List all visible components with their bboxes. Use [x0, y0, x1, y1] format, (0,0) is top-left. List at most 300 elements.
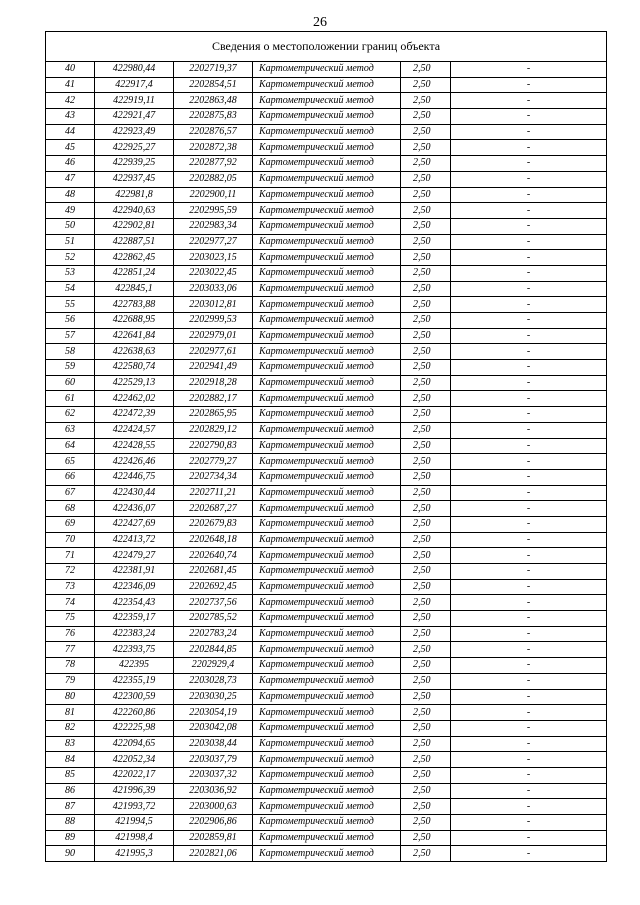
x-coordinate-cell: 422052,34 [95, 752, 174, 768]
y-coordinate-cell: 2202679,83 [174, 516, 253, 532]
y-coordinate-cell: 2203030,25 [174, 689, 253, 705]
table-row [46, 422, 607, 438]
x-coordinate-cell: 422395 [95, 658, 174, 674]
point-number-cell: 89 [46, 830, 95, 846]
method-cell: Картометрический метод [253, 313, 401, 329]
point-number-cell: 88 [46, 815, 95, 831]
y-coordinate-cell: 2202640,74 [174, 548, 253, 564]
note-cell: - [451, 93, 607, 109]
x-coordinate-cell: 422638,63 [95, 344, 174, 360]
table-row [46, 265, 607, 281]
y-coordinate-cell: 2203042,08 [174, 720, 253, 736]
method-cell: Картометрический метод [253, 705, 401, 721]
table-row [46, 391, 607, 407]
table-header-row [46, 32, 607, 62]
point-number-cell: 67 [46, 485, 95, 501]
accuracy-cell: 2,50 [401, 422, 451, 438]
note-cell: - [451, 516, 607, 532]
table-row [46, 469, 607, 485]
note-cell: - [451, 407, 607, 423]
x-coordinate-cell: 422641,84 [95, 328, 174, 344]
note-cell: - [451, 109, 607, 125]
point-number-cell: 64 [46, 438, 95, 454]
table-row [46, 187, 607, 203]
table-row [46, 516, 607, 532]
note-cell: - [451, 454, 607, 470]
note-cell: - [451, 77, 607, 93]
method-cell: Картометрический метод [253, 156, 401, 172]
point-number-cell: 66 [46, 469, 95, 485]
table-row [46, 344, 607, 360]
y-coordinate-cell: 2202995,59 [174, 203, 253, 219]
table-row [46, 203, 607, 219]
y-coordinate-cell: 2202854,51 [174, 77, 253, 93]
point-number-cell: 50 [46, 218, 95, 234]
note-cell: - [451, 720, 607, 736]
accuracy-cell: 2,50 [401, 203, 451, 219]
accuracy-cell: 2,50 [401, 391, 451, 407]
note-cell: - [451, 673, 607, 689]
accuracy-cell: 2,50 [401, 250, 451, 266]
accuracy-cell: 2,50 [401, 156, 451, 172]
note-cell: - [451, 313, 607, 329]
accuracy-cell: 2,50 [401, 658, 451, 674]
accuracy-cell: 2,50 [401, 140, 451, 156]
table-row [46, 548, 607, 564]
note-cell: - [451, 171, 607, 187]
y-coordinate-cell: 2202929,4 [174, 658, 253, 674]
point-number-cell: 40 [46, 62, 95, 78]
point-number-cell: 41 [46, 77, 95, 93]
x-coordinate-cell: 422300,59 [95, 689, 174, 705]
method-cell: Картометрический метод [253, 830, 401, 846]
accuracy-cell: 2,50 [401, 532, 451, 548]
note-cell: - [451, 328, 607, 344]
table-row [46, 564, 607, 580]
method-cell: Картометрический метод [253, 438, 401, 454]
point-number-cell: 52 [46, 250, 95, 266]
table-row [46, 62, 607, 78]
accuracy-cell: 2,50 [401, 313, 451, 329]
table-row [46, 752, 607, 768]
note-cell: - [451, 187, 607, 203]
point-number-cell: 84 [46, 752, 95, 768]
method-cell: Картометрический метод [253, 77, 401, 93]
method-cell: Картометрический метод [253, 767, 401, 783]
method-cell: Картометрический метод [253, 328, 401, 344]
table-row [46, 171, 607, 187]
y-coordinate-cell: 2202865,95 [174, 407, 253, 423]
x-coordinate-cell: 422355,19 [95, 673, 174, 689]
point-number-cell: 44 [46, 124, 95, 140]
note-cell: - [451, 218, 607, 234]
note-cell: - [451, 799, 607, 815]
table-row [46, 438, 607, 454]
table-row [46, 140, 607, 156]
table-row [46, 407, 607, 423]
accuracy-cell: 2,50 [401, 328, 451, 344]
y-coordinate-cell: 2203023,15 [174, 250, 253, 266]
accuracy-cell: 2,50 [401, 281, 451, 297]
table-row [46, 109, 607, 125]
y-coordinate-cell: 2202882,17 [174, 391, 253, 407]
table-row [46, 815, 607, 831]
table-row [46, 799, 607, 815]
note-cell: - [451, 438, 607, 454]
method-cell: Картометрический метод [253, 140, 401, 156]
note-cell: - [451, 705, 607, 721]
point-number-cell: 90 [46, 846, 95, 862]
note-cell: - [451, 156, 607, 172]
accuracy-cell: 2,50 [401, 548, 451, 564]
method-cell: Картометрический метод [253, 485, 401, 501]
accuracy-cell: 2,50 [401, 516, 451, 532]
note-cell: - [451, 595, 607, 611]
y-coordinate-cell: 2202790,83 [174, 438, 253, 454]
note-cell: - [451, 752, 607, 768]
y-coordinate-cell: 2202785,52 [174, 611, 253, 627]
x-coordinate-cell: 421998,4 [95, 830, 174, 846]
x-coordinate-cell: 422393,75 [95, 642, 174, 658]
note-cell: - [451, 501, 607, 517]
y-coordinate-cell: 2202692,45 [174, 579, 253, 595]
x-coordinate-cell: 422427,69 [95, 516, 174, 532]
x-coordinate-cell: 422981,8 [95, 187, 174, 203]
table-row [46, 736, 607, 752]
method-cell: Картометрический метод [253, 532, 401, 548]
point-number-cell: 72 [46, 564, 95, 580]
accuracy-cell: 2,50 [401, 234, 451, 250]
note-cell: - [451, 360, 607, 376]
accuracy-cell: 2,50 [401, 720, 451, 736]
accuracy-cell: 2,50 [401, 62, 451, 78]
x-coordinate-cell: 422580,74 [95, 360, 174, 376]
table-row [46, 611, 607, 627]
method-cell: Картометрический метод [253, 454, 401, 470]
method-cell: Картометрический метод [253, 62, 401, 78]
note-cell: - [451, 846, 607, 862]
y-coordinate-cell: 2203033,06 [174, 281, 253, 297]
y-coordinate-cell: 2203054,19 [174, 705, 253, 721]
table-row [46, 454, 607, 470]
point-number-cell: 73 [46, 579, 95, 595]
method-cell: Картометрический метод [253, 689, 401, 705]
x-coordinate-cell: 422939,25 [95, 156, 174, 172]
x-coordinate-cell: 422346,09 [95, 579, 174, 595]
y-coordinate-cell: 2202648,18 [174, 532, 253, 548]
x-coordinate-cell: 422921,47 [95, 109, 174, 125]
point-number-cell: 53 [46, 265, 95, 281]
y-coordinate-cell: 2202979,01 [174, 328, 253, 344]
method-cell: Картометрический метод [253, 250, 401, 266]
table-row [46, 281, 607, 297]
accuracy-cell: 2,50 [401, 501, 451, 517]
table-row [46, 234, 607, 250]
note-cell: - [451, 564, 607, 580]
point-number-cell: 47 [46, 171, 95, 187]
note-cell: - [451, 642, 607, 658]
method-cell: Картометрический метод [253, 360, 401, 376]
accuracy-cell: 2,50 [401, 579, 451, 595]
x-coordinate-cell: 422260,86 [95, 705, 174, 721]
note-cell: - [451, 658, 607, 674]
note-cell: - [451, 344, 607, 360]
x-coordinate-cell: 422359,17 [95, 611, 174, 627]
method-cell: Картометрический метод [253, 344, 401, 360]
note-cell: - [451, 815, 607, 831]
point-number-cell: 70 [46, 532, 95, 548]
y-coordinate-cell: 2202783,24 [174, 626, 253, 642]
y-coordinate-cell: 2202719,37 [174, 62, 253, 78]
table-title: Сведения о местоположении границ объекта [46, 32, 607, 62]
note-cell: - [451, 626, 607, 642]
accuracy-cell: 2,50 [401, 218, 451, 234]
method-cell: Картометрический метод [253, 501, 401, 517]
point-number-cell: 45 [46, 140, 95, 156]
note-cell: - [451, 783, 607, 799]
method-cell: Картометрический метод [253, 234, 401, 250]
accuracy-cell: 2,50 [401, 673, 451, 689]
accuracy-cell: 2,50 [401, 611, 451, 627]
accuracy-cell: 2,50 [401, 265, 451, 281]
method-cell: Картометрический метод [253, 783, 401, 799]
point-number-cell: 87 [46, 799, 95, 815]
point-number-cell: 43 [46, 109, 95, 125]
accuracy-cell: 2,50 [401, 344, 451, 360]
x-coordinate-cell: 422430,44 [95, 485, 174, 501]
accuracy-cell: 2,50 [401, 407, 451, 423]
note-cell: - [451, 265, 607, 281]
y-coordinate-cell: 2202977,27 [174, 234, 253, 250]
x-coordinate-cell: 422917,4 [95, 77, 174, 93]
table-row [46, 93, 607, 109]
point-number-cell: 69 [46, 516, 95, 532]
table-row [46, 830, 607, 846]
x-coordinate-cell: 422919,11 [95, 93, 174, 109]
point-number-cell: 57 [46, 328, 95, 344]
note-cell: - [451, 140, 607, 156]
table-row [46, 642, 607, 658]
accuracy-cell: 2,50 [401, 469, 451, 485]
method-cell: Картометрический метод [253, 187, 401, 203]
x-coordinate-cell: 422925,27 [95, 140, 174, 156]
accuracy-cell: 2,50 [401, 93, 451, 109]
y-coordinate-cell: 2202821,06 [174, 846, 253, 862]
x-coordinate-cell: 422529,13 [95, 375, 174, 391]
x-coordinate-cell: 421994,5 [95, 815, 174, 831]
y-coordinate-cell: 2202734,34 [174, 469, 253, 485]
point-number-cell: 51 [46, 234, 95, 250]
table-row [46, 626, 607, 642]
note-cell: - [451, 485, 607, 501]
y-coordinate-cell: 2202779,27 [174, 454, 253, 470]
accuracy-cell: 2,50 [401, 830, 451, 846]
x-coordinate-cell: 422383,24 [95, 626, 174, 642]
x-coordinate-cell: 422436,07 [95, 501, 174, 517]
y-coordinate-cell: 2203000,63 [174, 799, 253, 815]
table-row [46, 705, 607, 721]
note-cell: - [451, 611, 607, 627]
y-coordinate-cell: 2203037,79 [174, 752, 253, 768]
method-cell: Картометрический метод [253, 265, 401, 281]
y-coordinate-cell: 2202882,05 [174, 171, 253, 187]
method-cell: Картометрический метод [253, 548, 401, 564]
x-coordinate-cell: 422845,1 [95, 281, 174, 297]
point-number-cell: 83 [46, 736, 95, 752]
x-coordinate-cell: 422851,24 [95, 265, 174, 281]
x-coordinate-cell: 422688,95 [95, 313, 174, 329]
method-cell: Картометрический метод [253, 171, 401, 187]
y-coordinate-cell: 2202918,28 [174, 375, 253, 391]
method-cell: Картометрический метод [253, 564, 401, 580]
x-coordinate-cell: 422940,63 [95, 203, 174, 219]
point-number-cell: 59 [46, 360, 95, 376]
y-coordinate-cell: 2203037,32 [174, 767, 253, 783]
table-row [46, 658, 607, 674]
table-row [46, 77, 607, 93]
method-cell: Картометрический метод [253, 281, 401, 297]
x-coordinate-cell: 422472,39 [95, 407, 174, 423]
accuracy-cell: 2,50 [401, 77, 451, 93]
x-coordinate-cell: 422783,88 [95, 297, 174, 313]
point-number-cell: 78 [46, 658, 95, 674]
x-coordinate-cell: 422354,43 [95, 595, 174, 611]
accuracy-cell: 2,50 [401, 595, 451, 611]
table-row [46, 783, 607, 799]
y-coordinate-cell: 2202711,21 [174, 485, 253, 501]
table-row [46, 532, 607, 548]
accuracy-cell: 2,50 [401, 752, 451, 768]
note-cell: - [451, 469, 607, 485]
table-row [46, 218, 607, 234]
x-coordinate-cell: 421996,39 [95, 783, 174, 799]
accuracy-cell: 2,50 [401, 187, 451, 203]
point-number-cell: 61 [46, 391, 95, 407]
table-row [46, 250, 607, 266]
accuracy-cell: 2,50 [401, 109, 451, 125]
note-cell: - [451, 297, 607, 313]
accuracy-cell: 2,50 [401, 124, 451, 140]
point-number-cell: 68 [46, 501, 95, 517]
method-cell: Картометрический метод [253, 611, 401, 627]
x-coordinate-cell: 422426,46 [95, 454, 174, 470]
y-coordinate-cell: 2202977,61 [174, 344, 253, 360]
x-coordinate-cell: 421995,3 [95, 846, 174, 862]
point-number-cell: 82 [46, 720, 95, 736]
boundary-coordinates-table [45, 31, 607, 862]
y-coordinate-cell: 2202737,56 [174, 595, 253, 611]
x-coordinate-cell: 422980,44 [95, 62, 174, 78]
table-row [46, 673, 607, 689]
accuracy-cell: 2,50 [401, 736, 451, 752]
y-coordinate-cell: 2202829,12 [174, 422, 253, 438]
y-coordinate-cell: 2202844,85 [174, 642, 253, 658]
table-row [46, 767, 607, 783]
method-cell: Картометрический метод [253, 642, 401, 658]
method-cell: Картометрический метод [253, 375, 401, 391]
note-cell: - [451, 203, 607, 219]
table-body [46, 32, 607, 862]
accuracy-cell: 2,50 [401, 642, 451, 658]
note-cell: - [451, 281, 607, 297]
x-coordinate-cell: 422424,57 [95, 422, 174, 438]
method-cell: Картометрический метод [253, 297, 401, 313]
method-cell: Картометрический метод [253, 799, 401, 815]
point-number-cell: 63 [46, 422, 95, 438]
method-cell: Картометрический метод [253, 673, 401, 689]
point-number-cell: 49 [46, 203, 95, 219]
x-coordinate-cell: 422428,55 [95, 438, 174, 454]
accuracy-cell: 2,50 [401, 705, 451, 721]
table-row [46, 485, 607, 501]
accuracy-cell: 2,50 [401, 767, 451, 783]
accuracy-cell: 2,50 [401, 485, 451, 501]
x-coordinate-cell: 422862,45 [95, 250, 174, 266]
method-cell: Картометрический метод [253, 124, 401, 140]
note-cell: - [451, 689, 607, 705]
note-cell: - [451, 375, 607, 391]
table-row [46, 328, 607, 344]
x-coordinate-cell: 422225,98 [95, 720, 174, 736]
method-cell: Картометрический метод [253, 846, 401, 862]
y-coordinate-cell: 2202875,83 [174, 109, 253, 125]
page-number: 26 [313, 15, 327, 30]
x-coordinate-cell: 422923,49 [95, 124, 174, 140]
accuracy-cell: 2,50 [401, 815, 451, 831]
point-number-cell: 65 [46, 454, 95, 470]
x-coordinate-cell: 422413,72 [95, 532, 174, 548]
point-number-cell: 62 [46, 407, 95, 423]
method-cell: Картометрический метод [253, 658, 401, 674]
point-number-cell: 80 [46, 689, 95, 705]
x-coordinate-cell: 422462,02 [95, 391, 174, 407]
note-cell: - [451, 422, 607, 438]
accuracy-cell: 2,50 [401, 626, 451, 642]
point-number-cell: 74 [46, 595, 95, 611]
point-number-cell: 42 [46, 93, 95, 109]
point-number-cell: 46 [46, 156, 95, 172]
y-coordinate-cell: 2202859,81 [174, 830, 253, 846]
accuracy-cell: 2,50 [401, 297, 451, 313]
note-cell: - [451, 548, 607, 564]
method-cell: Картометрический метод [253, 391, 401, 407]
point-number-cell: 58 [46, 344, 95, 360]
y-coordinate-cell: 2202999,53 [174, 313, 253, 329]
table-row [46, 297, 607, 313]
note-cell: - [451, 767, 607, 783]
x-coordinate-cell: 422446,75 [95, 469, 174, 485]
accuracy-cell: 2,50 [401, 360, 451, 376]
accuracy-cell: 2,50 [401, 438, 451, 454]
x-coordinate-cell: 422479,27 [95, 548, 174, 564]
method-cell: Картометрический метод [253, 815, 401, 831]
y-coordinate-cell: 2202876,57 [174, 124, 253, 140]
y-coordinate-cell: 2202877,92 [174, 156, 253, 172]
note-cell: - [451, 532, 607, 548]
point-number-cell: 86 [46, 783, 95, 799]
accuracy-cell: 2,50 [401, 783, 451, 799]
accuracy-cell: 2,50 [401, 799, 451, 815]
method-cell: Картометрический метод [253, 595, 401, 611]
method-cell: Картометрический метод [253, 407, 401, 423]
point-number-cell: 54 [46, 281, 95, 297]
point-number-cell: 75 [46, 611, 95, 627]
method-cell: Картометрический метод [253, 203, 401, 219]
note-cell: - [451, 234, 607, 250]
table-row [46, 156, 607, 172]
table-row [46, 313, 607, 329]
table-row [46, 360, 607, 376]
